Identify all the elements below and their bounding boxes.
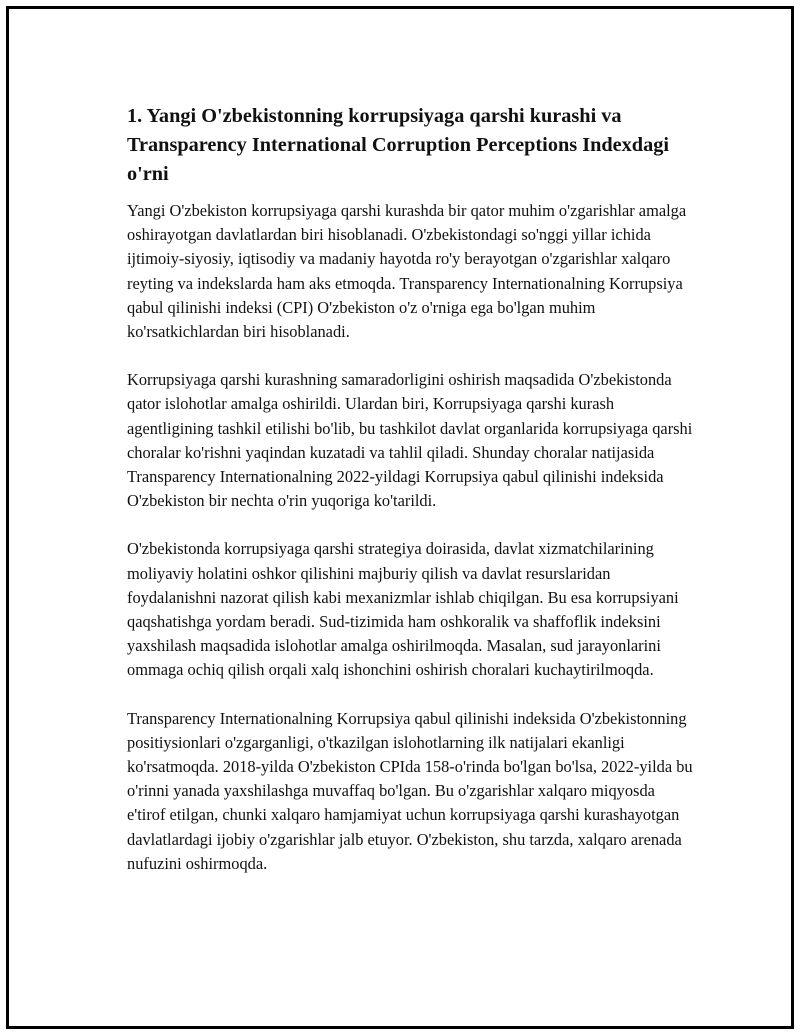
paragraph-3: O'zbekistonda korrupsiyaga qarshi strategiya doirasida, davlat xizmatchilarining moliyaviy holatini oshkor qilishini majburiy qilish va davlat resurslaridan foydalanishni nazorat qilish kabi mexanizmlar ishlab chiqilgan. Bu esa korrupsiyani qaqshatishga yordam beradi. Sud-tizimida ham oshkoralik va shaffoflik indeksini yaxshilash maqsadida islohotlar amalga oshirilmoqda. Masalan, sud jarayonlarini ommaga ochiq qilish orqali xalq ishonchini oshirish choralari kuchaytirilmoqda.	[127, 539, 679, 680]
paragraph-1: Yangi O'zbekiston korrupsiyaga qarshi kurashda bir qator muhim o'zgarishlar amalga oshirayotgan davlatlardan biri hisoblanadi. O'zbekistondagi so'nggi yillar ichida ijtimoiy-siyosiy, iqtisodiy va madaniy hayotda ro'y berayotgan o'zgarishlar xalqaro reyting va indekslarda ham aks etmoqda. Transparency Internationalning Korrupsiya qabul qilinishi indeksi (CPI) O'zbekiston o'z o'rniga ega bo'lgan muhim ko'rsatkichlardan biri hisoblanadi.	[127, 201, 687, 342]
document-body	[127, 102, 697, 900]
paragraph-4: Transparency Internationalning Korrupsiya qabul qilinishi indeksida O'zbekistonning positiysionlari o'zgarganligi, o'tkazilgan islohotlarning ilk natijalari ekanligi ko'rsatmoqda. 2018-yilda O'zbekiston CPIda 158-o'rinda bo'lgan bo'lsa, 2022-yilda bu o'rinni yanada yaxshilashga muvaffaq bo'lgan. Bu o'zgarishlar xalqaro miqyosda e'tirof etilgan, chunki xalqaro hamjamiyat uchun korrupsiyaga qarshi kurashayotgan davlatlardagi ijobiy o'zgarishlar jalb etuyor. O'zbekiston, shu tarzda, xalqaro arenada nufuzini oshirmoqda.	[127, 708, 693, 873]
paragraph-2: Korrupsiyaga qarshi kurashning samaradorligini oshirish maqsadida O'zbekistonda qator islohotlar amalga oshirildi. Ulardan biri, Korrupsiyaga qarshi kurash agentligining tashkil etilishi bo'lib, bu tashkilot davlat organlarida korrupsiyaga qarshi choralar ko'rishni yaqindan kuzatadi va tahlil qiladi. Shunday choralar natijasida Transparency Internationalning 2022-yildagi Korrupsiya qabul qilinishi indeksida O'zbekiston bir nechta o'rin yuqoriga ko'tarildi.	[127, 370, 693, 511]
document-title: 1. Yangi O'zbekistonning korrupsiyaga qarshi kurashi va Transparency International Corruption Perceptions Indexdagi o'rni	[127, 105, 669, 185]
page-frame	[6, 6, 794, 1029]
